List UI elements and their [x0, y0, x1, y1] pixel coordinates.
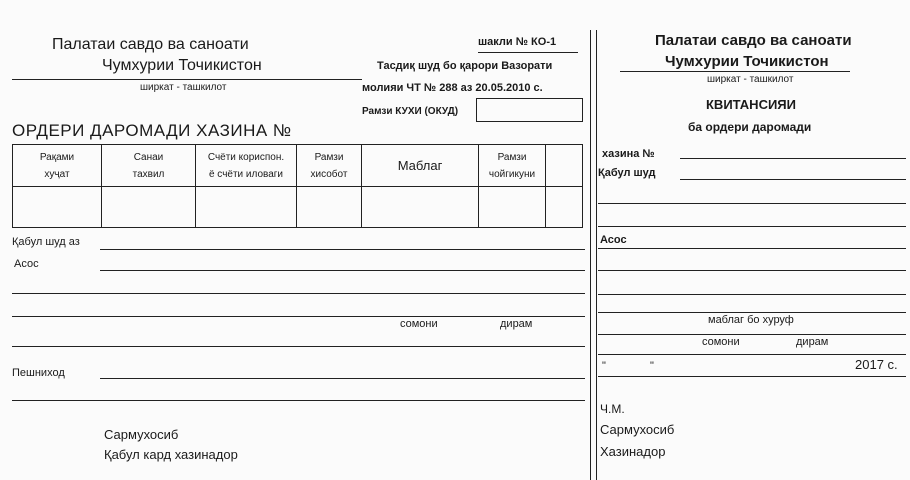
basis-field[interactable]: [100, 270, 585, 271]
receipt-dirham-label: дирам: [796, 336, 829, 348]
header-placement-code-line2: чойгикуни: [488, 168, 536, 180]
amount-words-label: маблаг бо хуруф: [708, 314, 794, 326]
approval-line1: Тасдиқ шуд бо қарори Вазорати: [377, 60, 553, 72]
okud-box[interactable]: [476, 98, 583, 122]
receipt-basis-field[interactable]: [598, 248, 906, 249]
date-quote-close: ": [650, 360, 654, 372]
org-name-line2: Чумхурии Точикистон: [102, 57, 262, 74]
attachment-label: Пешниход: [12, 367, 65, 379]
received-from-label: Қабул шуд аз: [12, 236, 80, 248]
header-placement-code: [479, 145, 546, 187]
somoni-label: сомони: [400, 318, 438, 330]
approval-line2: молияи ЧТ № 288 аз 20.05.2010 с.: [362, 82, 543, 94]
year-label: 2017 с.: [855, 357, 898, 372]
cell-amount[interactable]: [362, 187, 479, 228]
perforation-divider: [590, 30, 591, 480]
header-report-code-line2: хисобот: [310, 168, 348, 180]
cell-date[interactable]: [102, 187, 196, 228]
receipt-basis-field-2[interactable]: [598, 270, 906, 271]
receipt-cashier-label: Хазинадор: [600, 444, 666, 459]
stamp-label: Ч.М.: [600, 402, 625, 416]
attachment-field[interactable]: [100, 378, 585, 379]
receipt-org-line1: Палатаи савдо ва саноати: [655, 32, 852, 49]
amount-field-2[interactable]: [12, 346, 585, 347]
company-line: [12, 79, 362, 80]
header-placement-code-line1: Рамзи: [497, 151, 527, 163]
received-field-2[interactable]: [598, 203, 906, 204]
header-date-line1: Санаи: [133, 151, 164, 163]
receipt-basis-label: Асос: [600, 234, 627, 246]
treasury-label: хазина №: [602, 148, 655, 160]
cell-placement-code[interactable]: [479, 187, 546, 228]
receipt-amount-field-2[interactable]: [598, 354, 906, 355]
receipt-basis-field-3[interactable]: [598, 294, 906, 295]
cell-report-code[interactable]: [297, 187, 362, 228]
attachment-field-2[interactable]: [12, 400, 585, 401]
header-account-line2: ё счёти иловаги: [208, 168, 284, 180]
header-doc-number: [13, 145, 102, 187]
treasury-number-field[interactable]: [680, 158, 906, 159]
header-report-code-line1: Рамзи: [314, 151, 344, 163]
header-doc-number-line2: хуҷат: [44, 168, 70, 180]
received-field[interactable]: [680, 179, 906, 180]
amount-words-field[interactable]: [598, 312, 906, 313]
org-name-line1: Палатаи савдо ва саноати: [52, 36, 249, 53]
cell-doc-number[interactable]: [13, 187, 102, 228]
basis-label: Асос: [14, 258, 39, 270]
perforation-divider-2: [596, 30, 597, 480]
receipt-org-line2: Чумхурии Точикистон: [665, 53, 829, 70]
header-amount-label: Маблаг: [397, 158, 443, 173]
accountant-label: Сармухосиб: [104, 427, 179, 442]
receipt-company-line: [620, 71, 850, 72]
cashier-label: Қабул кард хазинадор: [104, 447, 238, 462]
header-account-line1: Счёти кориспон.: [207, 151, 285, 163]
date-quote-open: ": [602, 360, 606, 372]
header-report-code: [297, 145, 362, 187]
amount-field[interactable]: [12, 316, 585, 317]
header-date-line2: тахвил: [132, 168, 165, 180]
cell-account[interactable]: [196, 187, 297, 228]
form-code: шакли № КО-1: [478, 36, 557, 48]
header-date: [102, 145, 196, 187]
header-blank: [546, 145, 583, 187]
order-title: ОРДЕРИ ДАРОМАДИ ХАЗИНА №: [12, 121, 292, 140]
received-from-field[interactable]: [100, 249, 585, 250]
dirham-label: дирам: [500, 318, 533, 330]
header-doc-number-line1: Рақами: [39, 151, 75, 163]
receipt-accountant-label: Сармухосиб: [600, 422, 675, 437]
cell-blank[interactable]: [546, 187, 583, 228]
receipt-amount-field[interactable]: [598, 334, 906, 335]
received-label: Қабул шуд: [598, 167, 656, 179]
okud-label: Рамзи КУХИ (ОКУД): [362, 106, 459, 117]
receipt-title: КВИТАНСИЯИ: [706, 97, 796, 112]
receipt-company-caption: ширкат - ташкилот: [707, 74, 794, 85]
date-field[interactable]: [598, 376, 906, 377]
header-account: [196, 145, 297, 187]
header-amount: [362, 145, 479, 187]
company-caption: ширкат - ташкилот: [140, 82, 227, 93]
receipt-subtitle: ба ордери даромади: [688, 120, 812, 134]
basis-field-2[interactable]: [12, 293, 585, 294]
receipt-somoni-label: сомони: [702, 336, 740, 348]
received-field-3[interactable]: [598, 226, 906, 227]
form-code-underline: [478, 52, 578, 53]
order-table: [12, 144, 583, 228]
